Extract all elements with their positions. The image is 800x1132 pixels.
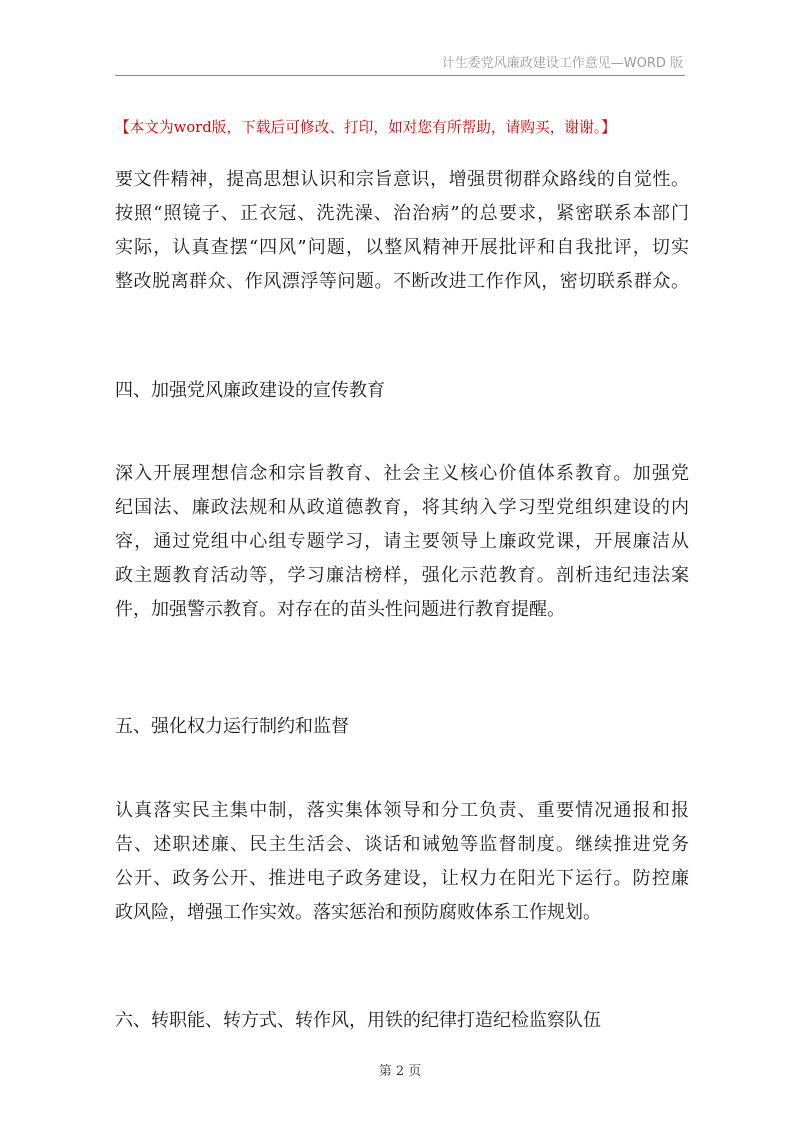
paragraph-line: 实际，认真查摆“四风”问题，以整风精神开展批评和自我批评，切实	[115, 237, 689, 258]
page-number: 第 2 页	[378, 1064, 422, 1079]
section-heading-6: 六、转职能、转方式、转作风，用铁的纪律打造纪检监察队伍	[115, 1010, 601, 1031]
paragraph-line: 纪国法、廉政法规和从政道德教育，将其纳入学习型党组织建设的内	[115, 497, 689, 518]
paragraph-line: 政风险，增强工作实效。落实惩治和预防腐败体系工作规划。	[115, 902, 601, 923]
paragraph-1	[115, 163, 689, 299]
section-heading-4: 四、加强党风廉政建设的宣传教育	[115, 380, 385, 401]
paragraph-line: 要文件精神，提高思想认识和宗旨意识，增强贯彻群众路线的自觉性。	[115, 169, 689, 190]
paragraph-line: 公开、政务公开、推进电子政务建设，让权力在阳光下运行。防控廉	[115, 868, 689, 889]
paragraph-line: 政主题教育活动等，学习廉洁榜样，强化示范教育。剖析违纪违法案	[115, 565, 689, 586]
paragraph-line: 容，通过党组中心组专题学习，请主要领导上廉政党课，开展廉洁从	[115, 531, 689, 552]
paragraph-line: 深入开展理想信念和宗旨教育、社会主义核心价值体系教育。加强党	[115, 463, 689, 484]
paragraph-2	[115, 457, 689, 627]
header-title: 计生委党风廉政建设工作意见—WORD 版	[441, 56, 683, 71]
paragraph-3	[115, 794, 689, 930]
section-heading-5: 五、强化权力运行制约和监督	[115, 716, 349, 737]
paragraph-line: 告、述职述廉、民主生活会、谈话和诫勉等监督制度。继续推进党务	[115, 834, 689, 855]
download-notice: 【本文为word版，下载后可修改、打印，如对您有所帮助，请购买，谢谢。】	[115, 119, 616, 136]
paragraph-line: 按照“照镜子、正衣冠、洗洗澡、治治病”的总要求，紧密联系本部门	[115, 203, 689, 224]
paragraph-line: 整改脱离群众、作风漂浮等问题。不断改进工作作风，密切联系群众。	[115, 271, 689, 292]
header-divider	[115, 75, 685, 76]
paragraph-line: 认真落实民主集中制，落实集体领导和分工负责、重要情况通报和报	[115, 800, 689, 821]
paragraph-line: 件，加强警示教育。对存在的苗头性问题进行教育提醒。	[115, 599, 565, 620]
